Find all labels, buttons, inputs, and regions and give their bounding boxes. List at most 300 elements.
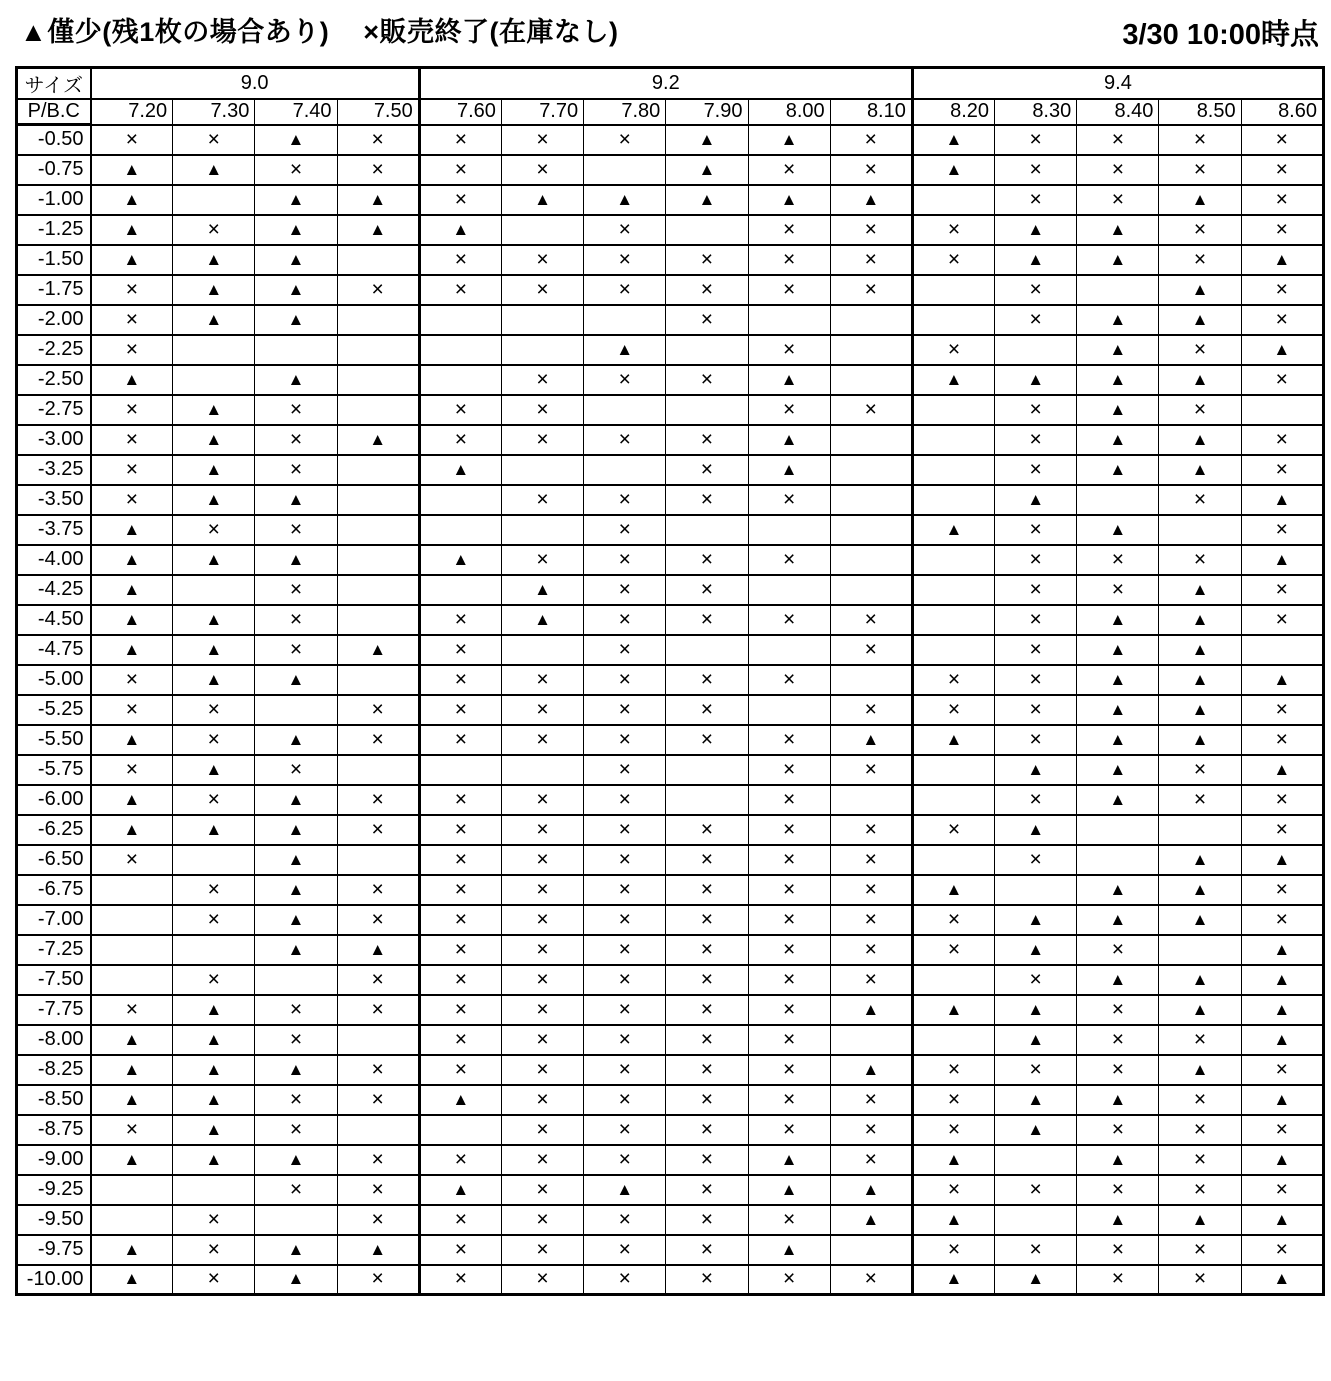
- stock-cell: ×: [1241, 215, 1323, 245]
- stock-cell: ▲: [1159, 695, 1241, 725]
- stock-cell: ×: [419, 425, 501, 455]
- stock-cell: ▲: [337, 935, 419, 965]
- stock-cell: ▲: [419, 1085, 501, 1115]
- stock-cell: ×: [584, 1265, 666, 1295]
- stock-cell: ▲: [1077, 695, 1159, 725]
- stock-cell: ▲: [91, 605, 173, 635]
- stock-cell: ▲: [1077, 725, 1159, 755]
- stock-cell: ×: [584, 1145, 666, 1175]
- stock-cell: ×: [666, 1265, 748, 1295]
- stock-cell: ×: [501, 1175, 583, 1205]
- stock-cell: ×: [1077, 1235, 1159, 1265]
- stock-cell: ▲: [173, 755, 255, 785]
- stock-cell: [748, 515, 830, 545]
- table-row: [17, 1055, 1324, 1085]
- stock-cell: ▲: [1159, 845, 1241, 875]
- power-row-label: -5.00: [17, 665, 91, 695]
- stock-cell: ×: [255, 1085, 337, 1115]
- stock-cell: ×: [666, 305, 748, 335]
- power-row-label: -3.00: [17, 425, 91, 455]
- stock-cell: [91, 935, 173, 965]
- stock-cell: ▲: [995, 995, 1077, 1025]
- stock-cell: ▲: [995, 755, 1077, 785]
- stock-cell: ▲: [337, 185, 419, 215]
- stock-cell: ▲: [337, 1235, 419, 1265]
- stock-cell: ▲: [91, 215, 173, 245]
- stock-cell: [995, 875, 1077, 905]
- stock-cell: ▲: [830, 1175, 912, 1205]
- stock-cell: ▲: [1077, 785, 1159, 815]
- stock-cell: [666, 515, 748, 545]
- table-row: [17, 995, 1324, 1025]
- bc-column-header: 7.20: [91, 99, 173, 125]
- stock-cell: ▲: [1159, 725, 1241, 755]
- stock-cell: ×: [830, 1145, 912, 1175]
- stock-cell: ×: [584, 755, 666, 785]
- stock-cell: ▲: [91, 785, 173, 815]
- stock-cell: ×: [666, 245, 748, 275]
- stock-cell: ×: [419, 725, 501, 755]
- table-row: [17, 1175, 1324, 1205]
- stock-cell: ×: [501, 1205, 583, 1235]
- stock-cell: [1077, 485, 1159, 515]
- table-row: [17, 125, 1324, 155]
- stock-cell: ×: [1241, 1055, 1323, 1085]
- stock-cell: ▲: [1077, 1085, 1159, 1115]
- stock-cell: [584, 305, 666, 335]
- stock-cell: ×: [995, 1235, 1077, 1265]
- stock-cell: [337, 605, 419, 635]
- stock-cell: ▲: [995, 1085, 1077, 1115]
- stock-cell: [337, 845, 419, 875]
- stock-cell: [830, 515, 912, 545]
- stock-cell: ▲: [995, 935, 1077, 965]
- stock-cell: ▲: [748, 1145, 830, 1175]
- stock-cell: ▲: [584, 185, 666, 215]
- stock-cell: [337, 485, 419, 515]
- power-row-label: -9.25: [17, 1175, 91, 1205]
- stock-cell: ▲: [255, 1265, 337, 1295]
- stock-cell: ▲: [1241, 1025, 1323, 1055]
- stock-cell: ×: [830, 1115, 912, 1145]
- stock-cell: ×: [255, 995, 337, 1025]
- stock-cell: ×: [501, 965, 583, 995]
- stock-cell: ×: [419, 1145, 501, 1175]
- stock-cell: ×: [255, 1115, 337, 1145]
- bc-column-header: 8.10: [830, 99, 912, 125]
- stock-cell: ×: [666, 605, 748, 635]
- stock-cell: ×: [584, 245, 666, 275]
- stock-cell: ×: [748, 395, 830, 425]
- stock-cell: ▲: [173, 995, 255, 1025]
- stock-cell: [419, 305, 501, 335]
- legend: [20, 10, 618, 49]
- power-row-label: -4.25: [17, 575, 91, 605]
- stock-cell: ×: [666, 455, 748, 485]
- legend-sold-out: ×販売終了(在庫なし): [363, 17, 619, 47]
- stock-cell: ▲: [1159, 365, 1241, 395]
- stock-cell: ▲: [995, 365, 1077, 395]
- stock-cell: [830, 485, 912, 515]
- stock-cell: ×: [584, 545, 666, 575]
- stock-cell: [912, 965, 994, 995]
- stock-cell: [337, 755, 419, 785]
- stock-cell: ▲: [1241, 1265, 1323, 1295]
- stock-cell: ×: [501, 995, 583, 1025]
- table-row: [17, 815, 1324, 845]
- stock-cell: ×: [1241, 365, 1323, 395]
- stock-cell: ×: [91, 335, 173, 365]
- stock-cell: ▲: [173, 275, 255, 305]
- stock-cell: ×: [1241, 425, 1323, 455]
- stock-cell: ×: [255, 605, 337, 635]
- table-row: [17, 425, 1324, 455]
- stock-cell: ×: [912, 335, 994, 365]
- stock-cell: ×: [912, 815, 994, 845]
- stock-cell: ×: [748, 785, 830, 815]
- stock-cell: ▲: [501, 185, 583, 215]
- power-row-label: -6.25: [17, 815, 91, 845]
- stock-cell: ▲: [912, 515, 994, 545]
- stock-cell: ×: [337, 725, 419, 755]
- table-row: [17, 575, 1324, 605]
- stock-cell: ▲: [173, 1025, 255, 1055]
- power-row-label: -7.00: [17, 905, 91, 935]
- stock-cell: ×: [419, 185, 501, 215]
- stock-cell: ▲: [255, 1055, 337, 1085]
- stock-cell: ▲: [912, 1265, 994, 1295]
- bc-column-header: 7.80: [584, 99, 666, 125]
- stock-cell: [748, 305, 830, 335]
- stock-cell: ×: [337, 125, 419, 155]
- stock-cell: ×: [830, 275, 912, 305]
- stock-cell: ▲: [173, 305, 255, 335]
- stock-cell: ×: [666, 1205, 748, 1235]
- power-row-label: -5.25: [17, 695, 91, 725]
- stock-cell: ×: [91, 455, 173, 485]
- table-row: [17, 785, 1324, 815]
- stock-cell: ×: [1159, 1235, 1241, 1265]
- stock-cell: ×: [501, 1055, 583, 1085]
- stock-cell: ▲: [748, 365, 830, 395]
- stock-cell: ×: [584, 695, 666, 725]
- stock-cell: ▲: [1159, 905, 1241, 935]
- stock-cell: ×: [1241, 575, 1323, 605]
- stock-cell: ×: [666, 545, 748, 575]
- stock-cell: ×: [995, 785, 1077, 815]
- stock-cell: ▲: [1077, 335, 1159, 365]
- stock-cell: [830, 545, 912, 575]
- stock-cell: ×: [1077, 575, 1159, 605]
- stock-cell: ▲: [255, 545, 337, 575]
- stock-cell: ×: [337, 905, 419, 935]
- stock-cell: ▲: [1077, 455, 1159, 485]
- stock-cell: [830, 425, 912, 455]
- stock-cell: ×: [1241, 125, 1323, 155]
- stock-cell: ▲: [173, 605, 255, 635]
- table-row: [17, 905, 1324, 935]
- stock-cell: ×: [584, 635, 666, 665]
- stock-cell: ×: [91, 995, 173, 1025]
- stock-cell: ▲: [1077, 215, 1159, 245]
- stock-cell: ▲: [173, 1115, 255, 1145]
- stock-cell: ×: [1241, 695, 1323, 725]
- stock-cell: [419, 1115, 501, 1145]
- stock-cell: [666, 755, 748, 785]
- stock-cell: ×: [830, 905, 912, 935]
- stock-cell: ×: [173, 965, 255, 995]
- stock-cell: [337, 1025, 419, 1055]
- stock-cell: ▲: [1077, 365, 1159, 395]
- stock-cell: ▲: [995, 245, 1077, 275]
- stock-cell: ×: [584, 965, 666, 995]
- stock-cell: ×: [501, 245, 583, 275]
- stock-cell: [1077, 815, 1159, 845]
- stock-cell: ×: [666, 815, 748, 845]
- stock-cell: ▲: [912, 155, 994, 185]
- stock-cell: ▲: [912, 725, 994, 755]
- stock-cell: [748, 695, 830, 725]
- stock-cell: ▲: [255, 185, 337, 215]
- stock-cell: [584, 155, 666, 185]
- stock-cell: ×: [91, 125, 173, 155]
- power-row-label: -0.75: [17, 155, 91, 185]
- stock-cell: [912, 845, 994, 875]
- stock-cell: ▲: [1077, 875, 1159, 905]
- stock-cell: [173, 845, 255, 875]
- stock-cell: ×: [912, 245, 994, 275]
- stock-cell: ×: [995, 275, 1077, 305]
- stock-cell: ×: [830, 1265, 912, 1295]
- power-row-label: -4.00: [17, 545, 91, 575]
- stock-cell: ▲: [748, 455, 830, 485]
- stock-cell: ▲: [1077, 965, 1159, 995]
- stock-cell: ▲: [255, 725, 337, 755]
- stock-cell: ×: [255, 1175, 337, 1205]
- stock-cell: ▲: [1077, 905, 1159, 935]
- stock-cell: ×: [748, 935, 830, 965]
- table-row: [17, 455, 1324, 485]
- size-group-header: 9.0: [91, 68, 420, 100]
- stock-cell: ▲: [1159, 575, 1241, 605]
- stock-cell: ×: [1241, 185, 1323, 215]
- stock-cell: ×: [255, 515, 337, 545]
- stock-cell: ×: [584, 125, 666, 155]
- stock-cell: ×: [666, 725, 748, 755]
- stock-cell: ×: [995, 395, 1077, 425]
- power-row-label: -2.00: [17, 305, 91, 335]
- stock-cell: ×: [995, 125, 1077, 155]
- stock-cell: ▲: [1241, 545, 1323, 575]
- stock-cell: ▲: [255, 785, 337, 815]
- bc-column-header: 8.40: [1077, 99, 1159, 125]
- stock-cell: ▲: [1159, 425, 1241, 455]
- stock-cell: ▲: [995, 815, 1077, 845]
- stock-cell: ×: [501, 545, 583, 575]
- stock-cell: ×: [1241, 725, 1323, 755]
- bc-column-header: 7.60: [419, 99, 501, 125]
- stock-cell: ×: [1077, 1025, 1159, 1055]
- stock-cell: ×: [419, 605, 501, 635]
- stock-cell: ×: [912, 215, 994, 245]
- stock-cell: ×: [666, 1055, 748, 1085]
- stock-cell: ×: [748, 815, 830, 845]
- stock-cell: ×: [748, 245, 830, 275]
- stock-cell: ×: [419, 635, 501, 665]
- stock-cell: ▲: [173, 455, 255, 485]
- stock-cell: ▲: [830, 1205, 912, 1235]
- stock-cell: [419, 515, 501, 545]
- stock-cell: ▲: [995, 1265, 1077, 1295]
- stock-cell: ×: [419, 275, 501, 305]
- stock-cell: ▲: [91, 635, 173, 665]
- stock-cell: [830, 305, 912, 335]
- stock-cell: ×: [666, 1115, 748, 1145]
- stock-cell: [912, 635, 994, 665]
- stock-cell: ×: [1159, 1175, 1241, 1205]
- stock-cell: ×: [912, 1175, 994, 1205]
- stock-cell: ×: [337, 785, 419, 815]
- stock-cell: ×: [748, 665, 830, 695]
- stock-cell: ▲: [1159, 635, 1241, 665]
- stock-cell: [1241, 395, 1323, 425]
- stock-cell: ×: [748, 275, 830, 305]
- stock-cell: ▲: [912, 875, 994, 905]
- stock-cell: ▲: [830, 185, 912, 215]
- power-row-label: -5.75: [17, 755, 91, 785]
- stock-cell: ▲: [1241, 995, 1323, 1025]
- power-row-label: -3.25: [17, 455, 91, 485]
- stock-cell: ▲: [173, 635, 255, 665]
- stock-cell: ▲: [1241, 1085, 1323, 1115]
- stock-cell: ▲: [91, 1145, 173, 1175]
- stock-cell: [91, 875, 173, 905]
- stock-cell: [912, 455, 994, 485]
- stock-cell: [255, 695, 337, 725]
- stock-cell: ×: [995, 605, 1077, 635]
- table-row: [17, 875, 1324, 905]
- stock-cell: [912, 785, 994, 815]
- stock-cell: ×: [1159, 155, 1241, 185]
- stock-cell: ▲: [830, 1055, 912, 1085]
- stock-cell: ×: [584, 1115, 666, 1145]
- stock-cell: ▲: [91, 365, 173, 395]
- stock-cell: ×: [912, 665, 994, 695]
- stock-cell: ×: [419, 1235, 501, 1265]
- table-row: [17, 935, 1324, 965]
- stock-cell: ▲: [748, 425, 830, 455]
- stock-cell: ▲: [748, 125, 830, 155]
- stock-cell: [337, 545, 419, 575]
- stock-cell: [912, 605, 994, 635]
- stock-cell: ×: [912, 1055, 994, 1085]
- stock-cell: ▲: [1159, 185, 1241, 215]
- stock-cell: [173, 365, 255, 395]
- bc-column-header: 8.00: [748, 99, 830, 125]
- stock-cell: ×: [830, 1085, 912, 1115]
- stock-cell: ▲: [419, 1175, 501, 1205]
- stock-cell: [1077, 275, 1159, 305]
- stock-cell: [912, 395, 994, 425]
- stock-cell: ×: [748, 605, 830, 635]
- stock-cell: ×: [830, 695, 912, 725]
- stock-cell: [584, 395, 666, 425]
- stock-cell: ▲: [173, 1145, 255, 1175]
- stock-cell: ×: [748, 875, 830, 905]
- stock-cell: ×: [584, 665, 666, 695]
- stock-cell: ×: [337, 1175, 419, 1205]
- stock-cell: ▲: [255, 905, 337, 935]
- stock-cell: ×: [419, 1055, 501, 1085]
- stock-cell: ▲: [666, 125, 748, 155]
- stock-cell: ▲: [1159, 665, 1241, 695]
- stock-cell: ×: [748, 845, 830, 875]
- stock-cell: ▲: [912, 365, 994, 395]
- stock-cell: ×: [1241, 1175, 1323, 1205]
- stock-cell: [830, 1235, 912, 1265]
- stock-cell: ×: [830, 875, 912, 905]
- stock-cell: ▲: [1241, 1205, 1323, 1235]
- stock-cell: ×: [501, 425, 583, 455]
- stock-cell: ×: [337, 1265, 419, 1295]
- stock-cell: [337, 515, 419, 545]
- stock-cell: ×: [666, 845, 748, 875]
- stock-cell: ×: [748, 725, 830, 755]
- stock-cell: [419, 575, 501, 605]
- stock-cell: ▲: [1077, 245, 1159, 275]
- stock-cell: ×: [173, 905, 255, 935]
- stock-cell: ▲: [912, 995, 994, 1025]
- stock-cell: ▲: [1077, 755, 1159, 785]
- bc-column-header: 8.60: [1241, 99, 1323, 125]
- stock-cell: ▲: [1241, 485, 1323, 515]
- power-row-label: -3.50: [17, 485, 91, 515]
- power-row-label: -9.75: [17, 1235, 91, 1265]
- stock-cell: [584, 455, 666, 485]
- stock-cell: ×: [91, 665, 173, 695]
- stock-cell: ▲: [255, 935, 337, 965]
- power-row-label: -2.25: [17, 335, 91, 365]
- stock-cell: ▲: [173, 545, 255, 575]
- stock-cell: ×: [501, 815, 583, 845]
- stock-cell: ×: [830, 245, 912, 275]
- stock-cell: ▲: [1077, 425, 1159, 455]
- stock-cell: ▲: [666, 155, 748, 185]
- stock-cell: ×: [1159, 545, 1241, 575]
- stock-cell: [501, 455, 583, 485]
- stock-cell: [501, 215, 583, 245]
- stock-cell: [337, 365, 419, 395]
- stock-cell: ▲: [255, 125, 337, 155]
- stock-cell: ×: [255, 425, 337, 455]
- stock-cell: ▲: [173, 1085, 255, 1115]
- table-row: [17, 485, 1324, 515]
- stock-cell: ▲: [1241, 665, 1323, 695]
- stock-cell: [501, 755, 583, 785]
- stock-cell: ×: [995, 635, 1077, 665]
- stock-cell: [173, 335, 255, 365]
- stock-cell: ×: [1159, 1085, 1241, 1115]
- stock-cell: ×: [91, 1115, 173, 1145]
- stock-cell: ×: [173, 1205, 255, 1235]
- table-row: [17, 185, 1324, 215]
- stock-cell: ▲: [830, 725, 912, 755]
- stock-cell: ×: [337, 695, 419, 725]
- stock-cell: ×: [666, 1175, 748, 1205]
- stock-cell: ×: [91, 845, 173, 875]
- stock-cell: ×: [1241, 305, 1323, 335]
- stock-cell: ▲: [1241, 245, 1323, 275]
